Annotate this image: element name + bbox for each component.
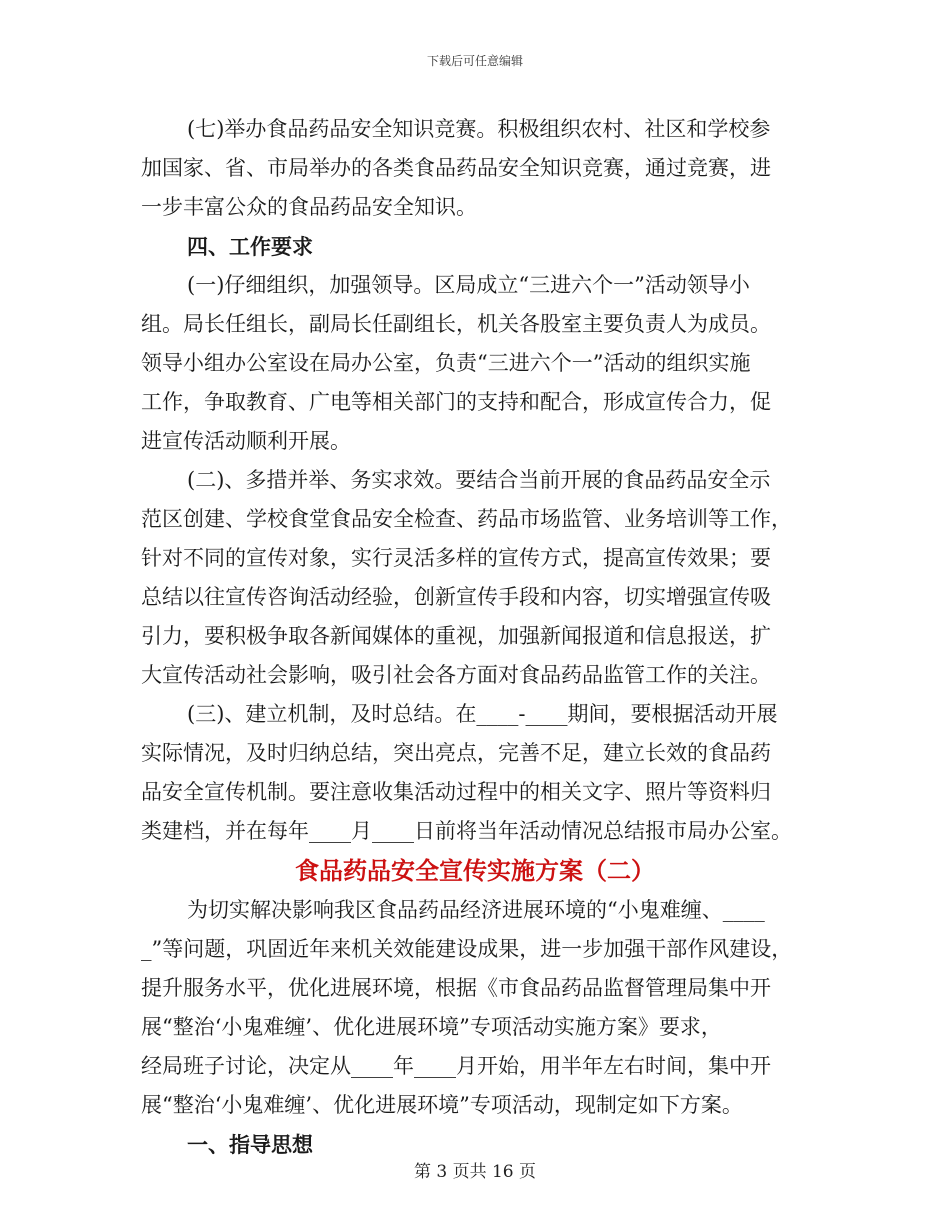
text-line: 总结以往宣传咨询活动经验，创新宣传手段和内容，切实增强宣传吸 — [141, 585, 771, 609]
text-line: (七)举办食品药品安全知识竞赛。积极组织农村、社区和学校参 — [187, 117, 771, 141]
document-body — [141, 110, 809, 1164]
text-line: 为切实解决影响我区食品药品经济进展环境的“小鬼难缠、____ — [187, 898, 765, 922]
text-line: 范区创建、学校食堂食品安全检查、药品市场监管、业务培训等工作， — [141, 507, 792, 531]
text-line: 提升服务水平，优化进展环境，根据《市食品药品监督管理局集中开 — [141, 976, 771, 1000]
page-number: 第 3 页共 16 页 — [413, 1162, 537, 1182]
text-line: 组。局长任组长，副局长任副组长，机关各股室主要负责人为成员。 — [141, 312, 771, 336]
text-line: 展“整治‘小鬼难缠’、优化进展环境”专项活动，现制定如下方案。 — [141, 1093, 743, 1117]
text-line: 展“整治‘小鬼难缠’、优化进展环境”专项活动实施方案》要求， — [141, 1015, 722, 1039]
text-line: (二)、多措并举、务实求效。要结合当前开展的食品药品安全示 — [187, 468, 771, 492]
text-line: (三)、建立机制，及时总结。在____-____期间，要根据活动开展 — [187, 702, 778, 726]
text-line: 领导小组办公室设在局办公室，负责“三进六个一”活动的组织实施 — [141, 351, 751, 375]
text-line: 针对不同的宣传对象，实行灵活多样的宣传方式，提高宣传效果；要 — [141, 546, 771, 570]
text-line: 大宣传活动社会影响，吸引社会各方面对食品药品监管工作的关注。 — [141, 663, 771, 687]
text-line: 经局班子讨论，决定从____年____月开始，用半年左右时间，集中开 — [141, 1054, 771, 1078]
text-line: (一)仔细组织，加强领导。区局成立“三进六个一”活动领导小 — [187, 273, 750, 297]
text-line: 进宣传活动顺利开展。 — [141, 429, 351, 453]
section-title: 食品药品安全宣传实施方案（二） — [295, 856, 655, 885]
text-line: 加国家、省、市局举办的各类食品药品安全知识竞赛，通过竞赛，进 — [141, 156, 771, 180]
section-heading: 一、指导思想 — [187, 1132, 313, 1157]
header-note: 下载后可任意编辑 — [426, 54, 523, 68]
text-line: 实际情况，及时归纳总结，突出亮点，完善不足，建立长效的食品药 — [141, 741, 771, 765]
text-line: 一步丰富公众的食品药品安全知识。 — [141, 195, 477, 219]
text-line: 引力，要积极争取各新闻媒体的重视，加强新闻报道和信息报送，扩 — [141, 624, 771, 648]
section-heading: 四、工作要求 — [187, 234, 313, 259]
text-line: 类建档，并在每年____月____日前将当年活动情况总结报市局办公室。 — [141, 819, 792, 843]
text-line: 品安全宣传机制。要注意收集活动过程中的相关文字、照片等资料归 — [141, 780, 771, 804]
text-line: 工作，争取教育、广电等相关部门的支持和配合，形成宣传合力，促 — [141, 390, 771, 414]
text-line: _”等问题，巩固近年来机关效能建设成果，进一步加强干部作风建设， — [141, 937, 793, 961]
